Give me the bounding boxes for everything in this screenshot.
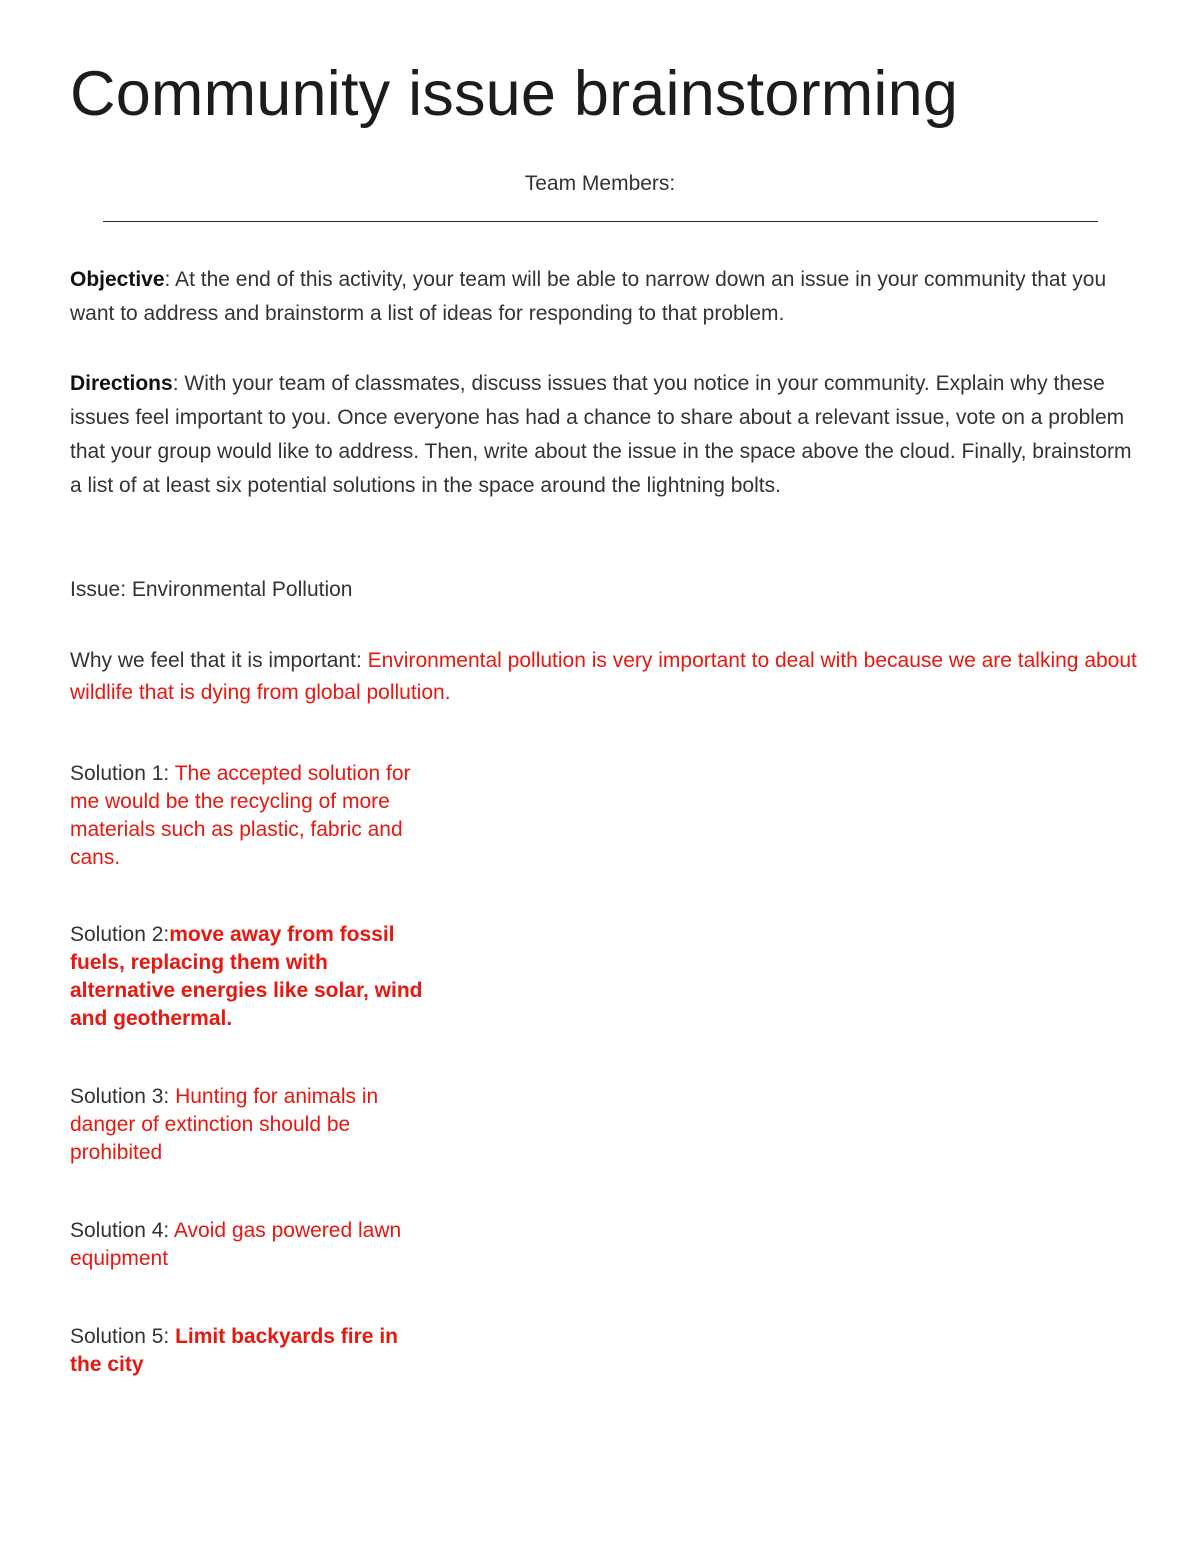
importance-answer: Environmental pollution is very important to deal with because we are talking about wildlife that is dying from global pollution. bbox=[70, 649, 1137, 704]
solution-3-label: Solution 3: bbox=[70, 1085, 176, 1108]
solution-2-label: Solution 2: bbox=[70, 923, 170, 946]
solution-2 bbox=[70, 921, 425, 1033]
solution-4-label: Solution 4: bbox=[70, 1219, 174, 1242]
solution-5-label: Solution 5: bbox=[70, 1325, 176, 1348]
solution-3-answer: Hunting for animals in danger of extinction should be prohibited bbox=[70, 1085, 379, 1164]
issue-line: Issue: Environmental Pollution bbox=[70, 578, 353, 601]
objective-text: : At the end of this activity, your team will be able to narrow down an issue in your community that you want to address and brainstorm a list of ideas for responding to that problem. bbox=[70, 268, 1107, 325]
solution-1-answer: The accepted solution for me would be the recycling of more materials such as plastic, fabric and cans. bbox=[70, 762, 411, 869]
objective-paragraph bbox=[70, 263, 1140, 331]
solution-1-label: Solution 1: bbox=[70, 762, 175, 785]
directions-label: Directions bbox=[70, 372, 173, 395]
team-members-line bbox=[103, 221, 1098, 222]
team-members-label: Team Members: bbox=[524, 172, 676, 195]
solution-4-answer: Avoid gas powered lawn equipment bbox=[70, 1219, 402, 1270]
solution-3 bbox=[70, 1083, 425, 1167]
page-title: Community issue brainstorming bbox=[70, 59, 959, 129]
importance-label: Why we feel that it is important: bbox=[70, 649, 368, 672]
solution-2-answer: move away from fossil fuels, replacing them with alternative energies like solar, wind and geothermal. bbox=[70, 923, 423, 1030]
solution-5-answer: Limit backyards fire in the city bbox=[70, 1325, 398, 1376]
solution-5 bbox=[70, 1323, 425, 1379]
directions-paragraph bbox=[70, 367, 1140, 503]
importance-paragraph bbox=[70, 645, 1150, 709]
directions-text: : With your team of classmates, discuss issues that you notice in your community. Explain why these issues feel important to you. Once everyone has had a chance to share about a relevant issue, vote on a problem that your group would like to address. Then, write about the issue in the space above the cloud. Finally, brainstorm a list of at least six potential solutions in the space around the lightning bolts. bbox=[70, 372, 1132, 497]
solution-4 bbox=[70, 1217, 425, 1273]
objective-label: Objective bbox=[70, 268, 165, 291]
solution-1 bbox=[70, 760, 425, 872]
